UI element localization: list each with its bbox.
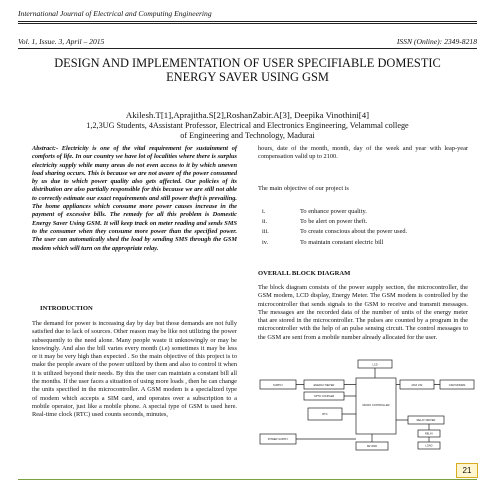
affiliation-line-1: 1,2,3UG Students, 4Assistant Professor, Electrical and Electronics Engineering, Velammal college [86,121,409,130]
issn: ISSN (Online): 2349-8218 [396,37,477,46]
gsm-modem-label: GSM MODEM [448,383,466,387]
mcu-label: MICRO CONTROLLER [362,404,390,407]
volume-issue: Vol. 1, Issue. 3, April – 2015 [18,37,105,46]
max232-label: MAX 232 [411,383,423,387]
rtc-label: RTC [322,413,328,416]
objective-item: iii. To create conscious about the power used. [262,228,408,236]
optocoupler-label: OPTO COUPLER [313,395,335,398]
lcd-label: LCD [372,363,378,367]
abstract: Abstract:- Electricity is one of the vital requirement for sustainment of comforts of life. In our country we have lot of localities where there is surplus electricity supply while many areas do not even access to it by which uneven load sharing occurs. This is because we are not aware of the power consumed by us due to which power quality also gets affected. Our policies of its distribution are also partially responsible for this because we are still not able to correctly estimate our exact requirements and still power theft is prevailing. The home appliances which consume more power causes increase in the payment of excessive bills. The remedy for all this problem is Domestic Energy Saver Using GSM. It will keep track on meter reading and sends SMS to the consumer when they consume more power than the specified power. The user can automatically shed the load by sending SMS through the GSM modem which will turn on the appropriate relay. [32,145,237,252]
authors: Akilesh.T[1],Aprajitha.S[2],RoshanZabir.A[3], Deepika Vinothini[4] [125,110,370,120]
relay-driver-label: RELAY DRIVER [416,419,436,422]
supply-label: SUPPLY [272,383,284,387]
journal-name: International Journal of Electrical and Computing Engineering [18,9,212,18]
rtc-paragraph: hours, date of the month, month, day of the week and year with leap-year compensation valid up to 2100. [258,145,468,161]
paper-title: DESIGN AND IMPLEMENTATION OF USER SPECIFIABLE DOMESTIC ENERGY SAVER USING GSM [54,56,441,84]
power-supply-label: POWER SUPPLY [267,438,289,441]
volume-rule [18,48,477,49]
block-diagram-heading: OVERALL BLOCK DIAGRAM [258,270,351,277]
objective-intro: The main objective of our project is [258,185,349,192]
objective-list [262,207,467,248]
page-number: 21 [456,463,478,478]
relay-label: RELAY [424,432,434,436]
block-diagram [258,358,478,466]
header-rule-top [18,21,477,22]
keypad-label: KEYPAD [366,445,378,448]
affiliation [18,121,477,141]
footer-rule [18,479,477,480]
introduction-heading: INTRODUCTION [40,305,93,312]
affiliation-line-2: of Engineering and Technology, Madurai [180,131,315,140]
energy-meter-label: ENERGY METER [313,383,335,387]
block-diagram-text: The block diagram consists of the power supply section, the microcontroller, the GSM modem, LCD display, Energy Meter. The GSM modem is controlled by the microcontroller that sends signals to the GSM to receive and transmit messages. The messages are the recorded data of the number of units of the energy meter that are stored in the microcontroller. The pulses are counted by a program in the microcontroller with the help of an pulse sensing circuit. The control messages to the GSM are sent from a mobile number already allocated for the user. [258,284,468,341]
header-rule-bottom [18,23,477,24]
objective-item: i. To enhance power quality. [262,208,367,215]
objective-item: iv. To maintain constant electric bill [262,238,384,246]
introduction-text: The demand for power is increasing day by day but those demands are not fully satisfied due to lack of sources. Other reason may be like not utilizing the power subsequently to the need alone. Many people waste it unknowingly or may be knowingly. And also the bill varies every month (i.e) sometimes it may be less or it may be very high than expected . So the main objective of this project is to make the people aware of the power utilized by them and also to control it when it is utilized beyond their needs. By this the user can maintain a constant bill all the months. If the user faces a situation of using more loads , then he can change the units specified in the microcontroller. A GSM modem is a specialized type of modem which accepts a SIM card, and operates over a subscription to a mobile operator, just like a mobile phone. A special type of GSM is used here. Real-time clock (RTC) used counts seconds, minutes, [32,320,237,419]
objective-item: ii. To be alert on power theft. [262,218,368,226]
load-label: LOAD [425,444,433,448]
